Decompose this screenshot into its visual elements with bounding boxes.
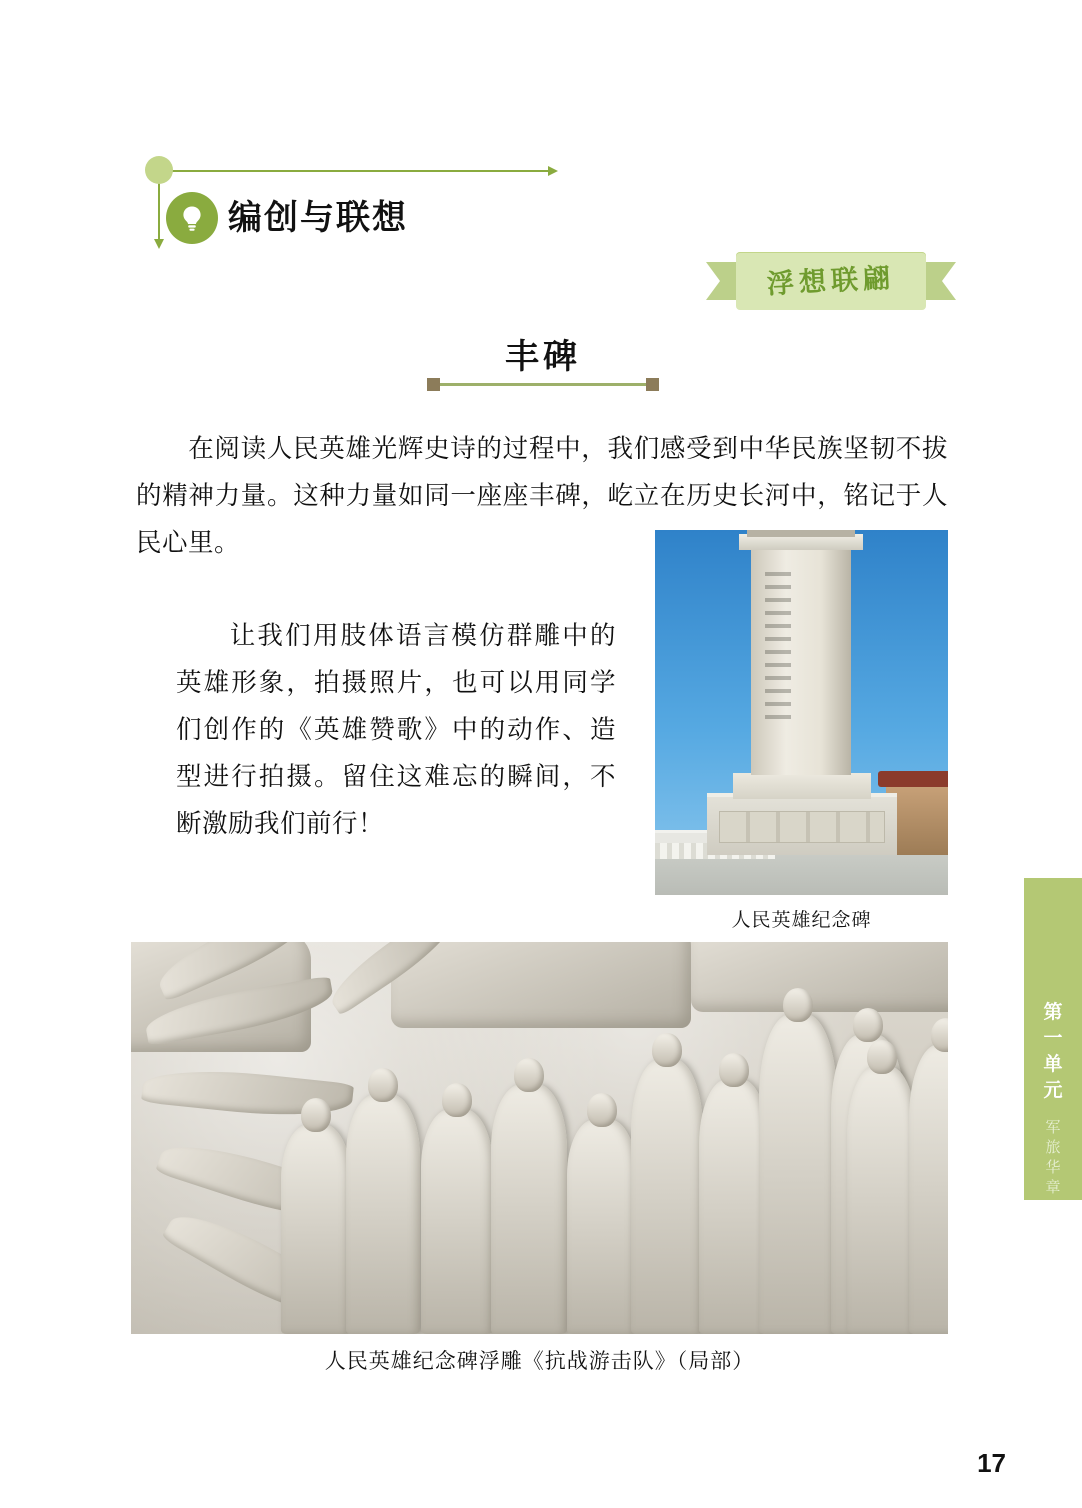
relief-rock bbox=[691, 942, 948, 1012]
photo-monument-plinth bbox=[733, 773, 871, 799]
relief-figure bbox=[491, 1084, 567, 1334]
header-dot-decoration bbox=[145, 156, 173, 184]
relief-figure bbox=[281, 1124, 351, 1334]
lightbulb-icon bbox=[166, 192, 218, 244]
unit-side-tab bbox=[1024, 878, 1082, 1200]
side-tab-line-2: 一 bbox=[1043, 1028, 1063, 1049]
side-tab-sub-4: 章 bbox=[1045, 1179, 1061, 1196]
header-arrow-right-icon bbox=[158, 170, 548, 172]
title-rule-decoration bbox=[433, 383, 653, 386]
monument-photo-caption: 人民英雄纪念碑 bbox=[731, 910, 872, 931]
relief-figure bbox=[567, 1119, 637, 1334]
relief-photo-caption: 人民英雄纪念碑浮雕《抗战游击队》（局部） bbox=[324, 1349, 755, 1373]
unit-side-tab-label bbox=[1024, 1000, 1082, 1104]
relief-figure bbox=[346, 1094, 420, 1334]
relief-figure bbox=[759, 1014, 837, 1334]
relief-rock bbox=[391, 942, 691, 1028]
unit-side-tab-subtitle bbox=[1024, 1118, 1082, 1198]
relief-figure bbox=[909, 1044, 948, 1334]
photo-monument-base bbox=[707, 793, 897, 855]
ribbon-banner bbox=[706, 252, 956, 314]
monument-photo bbox=[655, 530, 948, 895]
side-tab-sub-3: 华 bbox=[1045, 1159, 1061, 1176]
section-header-title: 编创与联想 bbox=[228, 199, 408, 237]
side-tab-sub-2: 旅 bbox=[1045, 1139, 1061, 1156]
relief-figure bbox=[421, 1109, 493, 1334]
article-title-block bbox=[423, 335, 663, 397]
section-header bbox=[136, 168, 556, 258]
paragraph-2-text: 让我们用肢体语言模仿群雕中的英雄形象，拍摄照片，也可以用同学们创作的《英雄赞歌》中的动作、造型进行拍摄。留住这难忘的瞬间，不断激励我们前行！ bbox=[176, 621, 616, 838]
body-paragraph-2 bbox=[176, 612, 616, 847]
page-number: 17 bbox=[977, 1448, 1006, 1478]
photo-monument-top bbox=[747, 530, 855, 537]
side-tab-sub-1: 军 bbox=[1045, 1119, 1061, 1136]
relief-figure bbox=[631, 1059, 703, 1334]
side-tab-line-3: 单 bbox=[1043, 1054, 1063, 1075]
photo-monument-shaft bbox=[751, 550, 851, 775]
side-tab-line-4: 元 bbox=[1043, 1080, 1063, 1101]
relief-photo bbox=[131, 942, 948, 1334]
side-tab-line-1: 第 bbox=[1043, 1002, 1063, 1023]
paragraph-1-text: 在阅读人民英雄光辉史诗的过程中，我们感受到中华民族坚韧不拔的精神力量。这种力量如同一座座丰碑，屹立在历史长河中，铭记于人民心里。 bbox=[136, 434, 948, 557]
ribbon-label: 浮想联翩 bbox=[766, 262, 896, 300]
page-title: 丰碑 bbox=[505, 338, 581, 376]
relief-figure bbox=[847, 1066, 917, 1334]
